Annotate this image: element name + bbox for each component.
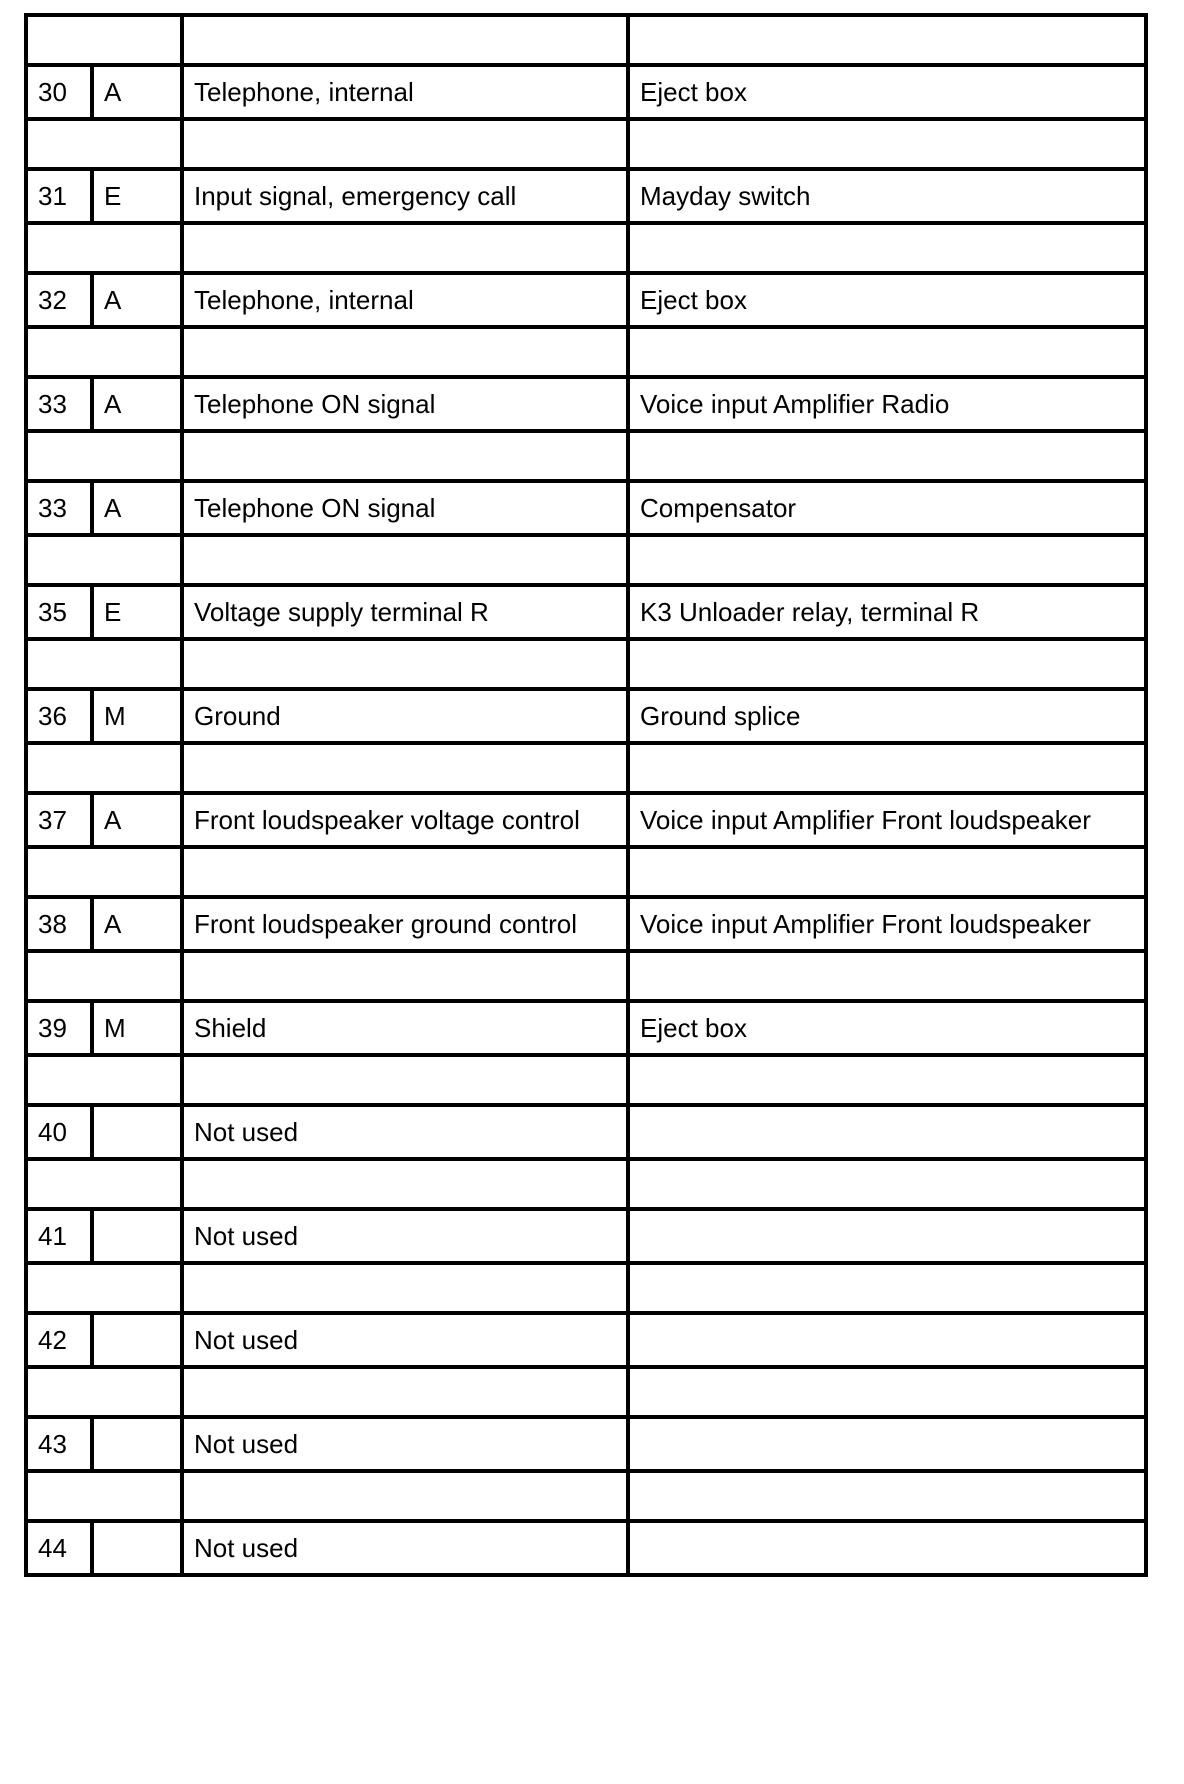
type-cell: A	[92, 273, 182, 327]
type-cell: A	[92, 481, 182, 535]
destination-cell: K3 Unloader relay, terminal R	[628, 585, 1146, 639]
spacer-cell	[182, 327, 628, 377]
type-cell: A	[92, 65, 182, 119]
spacer-cell	[182, 743, 628, 793]
spacer-cell	[182, 431, 628, 481]
pin-cell: 40	[26, 1105, 92, 1159]
function-cell: Telephone, internal	[182, 273, 628, 327]
pin-cell: 41	[26, 1209, 92, 1263]
spacer-cell	[182, 951, 628, 1001]
spacer-cell	[26, 119, 182, 169]
type-cell: E	[92, 169, 182, 223]
spacer-cell	[26, 1471, 182, 1521]
spacer-cell	[182, 1263, 628, 1313]
destination-cell: Compensator	[628, 481, 1146, 535]
spacer-cell	[628, 1263, 1146, 1313]
spacer-cell	[26, 15, 182, 65]
spacer-row	[26, 119, 1146, 169]
table-row	[26, 1521, 1146, 1575]
spacer-row	[26, 639, 1146, 689]
spacer-row	[26, 327, 1146, 377]
type-cell	[92, 1417, 182, 1471]
table-row	[26, 65, 1146, 119]
spacer-cell	[182, 15, 628, 65]
table-row	[26, 689, 1146, 743]
table-row	[26, 169, 1146, 223]
type-cell: A	[92, 897, 182, 951]
spacer-cell	[628, 1471, 1146, 1521]
spacer-cell	[26, 639, 182, 689]
table-row	[26, 481, 1146, 535]
spacer-cell	[26, 1367, 182, 1417]
table-row	[26, 585, 1146, 639]
type-cell	[92, 1209, 182, 1263]
spacer-cell	[182, 535, 628, 585]
type-cell: A	[92, 377, 182, 431]
table-row	[26, 1313, 1146, 1367]
function-cell: Shield	[182, 1001, 628, 1055]
type-cell: M	[92, 689, 182, 743]
table-row	[26, 273, 1146, 327]
spacer-row	[26, 951, 1146, 1001]
function-cell: Not used	[182, 1105, 628, 1159]
spacer-row	[26, 1263, 1146, 1313]
pin-cell: 32	[26, 273, 92, 327]
destination-cell: Ground splice	[628, 689, 1146, 743]
destination-cell	[628, 1521, 1146, 1575]
pin-cell: 44	[26, 1521, 92, 1575]
type-cell	[92, 1521, 182, 1575]
spacer-cell	[628, 15, 1146, 65]
function-cell: Voltage supply terminal R	[182, 585, 628, 639]
spacer-cell	[182, 1367, 628, 1417]
spacer-row	[26, 15, 1146, 65]
spacer-row	[26, 431, 1146, 481]
spacer-cell	[182, 639, 628, 689]
pin-assignment-table	[24, 13, 1148, 1577]
table-row	[26, 377, 1146, 431]
pin-cell: 35	[26, 585, 92, 639]
type-cell	[92, 1313, 182, 1367]
table-row	[26, 1105, 1146, 1159]
pin-cell: 31	[26, 169, 92, 223]
function-cell: Telephone ON signal	[182, 481, 628, 535]
spacer-cell	[628, 327, 1146, 377]
function-cell: Front loudspeaker ground control	[182, 897, 628, 951]
spacer-cell	[628, 223, 1146, 273]
spacer-row	[26, 1055, 1146, 1105]
table-row	[26, 793, 1146, 847]
type-cell: M	[92, 1001, 182, 1055]
spacer-cell	[26, 951, 182, 1001]
destination-cell	[628, 1105, 1146, 1159]
pin-cell: 36	[26, 689, 92, 743]
pin-table-body	[26, 15, 1146, 1575]
spacer-row	[26, 743, 1146, 793]
function-cell: Telephone, internal	[182, 65, 628, 119]
pin-cell: 33	[26, 481, 92, 535]
spacer-cell	[26, 1159, 182, 1209]
table-row	[26, 1417, 1146, 1471]
destination-cell: Eject box	[628, 1001, 1146, 1055]
spacer-cell	[628, 743, 1146, 793]
spacer-row	[26, 223, 1146, 273]
spacer-cell	[628, 119, 1146, 169]
destination-cell: Eject box	[628, 273, 1146, 327]
pin-cell: 42	[26, 1313, 92, 1367]
destination-cell: Voice input Amplifier Radio	[628, 377, 1146, 431]
spacer-cell	[628, 951, 1146, 1001]
function-cell: Input signal, emergency call	[182, 169, 628, 223]
spacer-cell	[26, 1055, 182, 1105]
type-cell: A	[92, 793, 182, 847]
destination-cell: Voice input Amplifier Front loudspeaker	[628, 897, 1146, 951]
pin-cell: 33	[26, 377, 92, 431]
destination-cell: Voice input Amplifier Front loudspeaker	[628, 793, 1146, 847]
function-cell: Not used	[182, 1209, 628, 1263]
spacer-cell	[182, 1055, 628, 1105]
spacer-cell	[182, 847, 628, 897]
pin-cell: 37	[26, 793, 92, 847]
spacer-cell	[182, 1471, 628, 1521]
spacer-cell	[182, 119, 628, 169]
spacer-cell	[26, 847, 182, 897]
spacer-row	[26, 847, 1146, 897]
destination-cell: Eject box	[628, 65, 1146, 119]
type-cell	[92, 1105, 182, 1159]
destination-cell	[628, 1313, 1146, 1367]
spacer-cell	[628, 1055, 1146, 1105]
spacer-row	[26, 535, 1146, 585]
spacer-cell	[628, 847, 1146, 897]
pin-cell: 39	[26, 1001, 92, 1055]
destination-cell	[628, 1209, 1146, 1263]
function-cell: Not used	[182, 1313, 628, 1367]
spacer-cell	[182, 223, 628, 273]
table-row	[26, 897, 1146, 951]
function-cell: Front loudspeaker voltage control	[182, 793, 628, 847]
spacer-cell	[26, 743, 182, 793]
spacer-cell	[628, 431, 1146, 481]
spacer-cell	[26, 431, 182, 481]
spacer-cell	[628, 1159, 1146, 1209]
table-row	[26, 1209, 1146, 1263]
destination-cell: Mayday switch	[628, 169, 1146, 223]
spacer-cell	[182, 1159, 628, 1209]
function-cell: Telephone ON signal	[182, 377, 628, 431]
spacer-row	[26, 1471, 1146, 1521]
spacer-cell	[628, 1367, 1146, 1417]
spacer-cell	[628, 639, 1146, 689]
spacer-cell	[26, 223, 182, 273]
spacer-row	[26, 1159, 1146, 1209]
spacer-row	[26, 1367, 1146, 1417]
spacer-cell	[26, 535, 182, 585]
spacer-cell	[26, 327, 182, 377]
pin-cell: 38	[26, 897, 92, 951]
spacer-cell	[628, 535, 1146, 585]
spacer-cell	[26, 1263, 182, 1313]
pin-cell: 43	[26, 1417, 92, 1471]
table-row	[26, 1001, 1146, 1055]
pin-cell: 30	[26, 65, 92, 119]
destination-cell	[628, 1417, 1146, 1471]
function-cell: Not used	[182, 1521, 628, 1575]
function-cell: Not used	[182, 1417, 628, 1471]
type-cell: E	[92, 585, 182, 639]
function-cell: Ground	[182, 689, 628, 743]
